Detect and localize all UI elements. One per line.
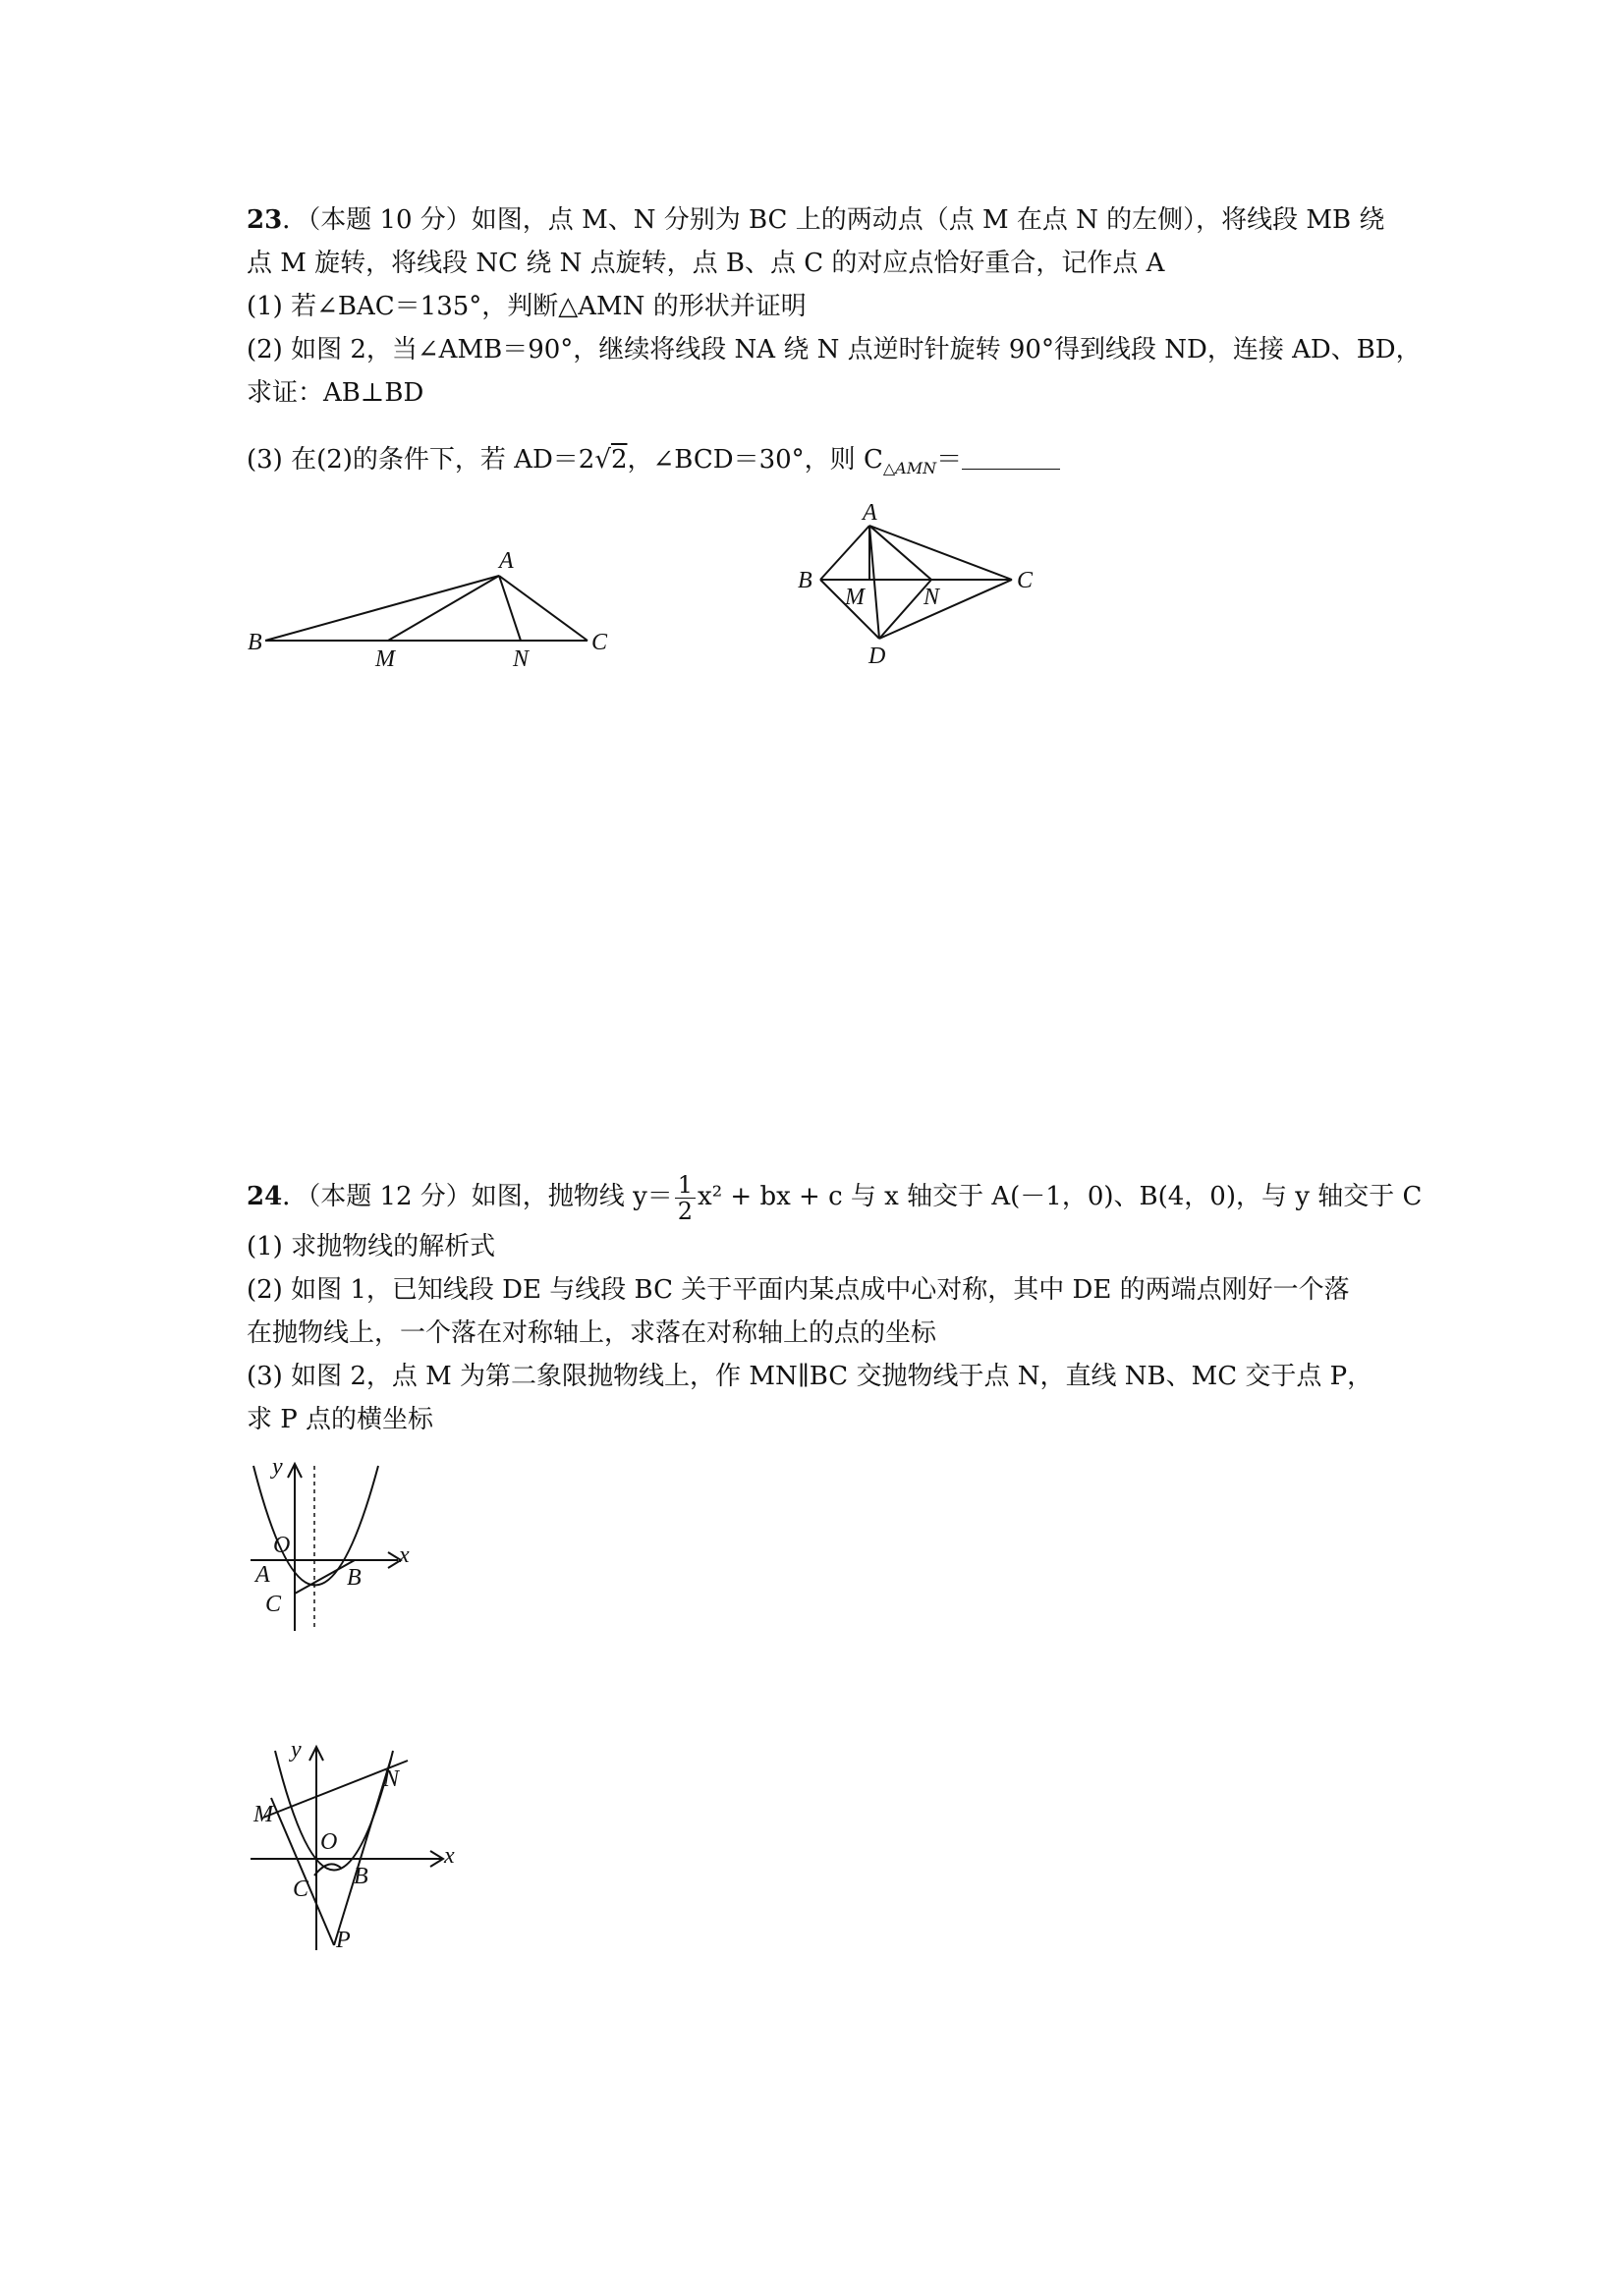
q24-header bbox=[247, 1167, 1422, 1226]
answer-blank[interactable] bbox=[962, 445, 1060, 470]
q23-part1: (1) 若∠BAC＝135°，判断△AMN 的形状并证明 bbox=[247, 292, 807, 321]
fraction-numerator: 1 bbox=[675, 1172, 696, 1199]
segment-ad bbox=[869, 526, 879, 639]
label-a: A bbox=[499, 548, 514, 574]
q23-figure-2 bbox=[786, 496, 1061, 678]
q23-part2: (2) 如图 2，当∠AMB＝90°，继续将线段 NA 绕 N 点逆时针旋转 90°得到线段 ND，连接 AD、BD， bbox=[247, 335, 1422, 364]
label-c: C bbox=[265, 1592, 282, 1617]
q23-part3-sqrt: 2 bbox=[610, 445, 628, 475]
segment-ac bbox=[499, 576, 588, 641]
label-a: A bbox=[255, 1562, 270, 1588]
label-y: y bbox=[272, 1454, 283, 1480]
q24-header-pre: ．（本题 12 分）如图，抛物线 y＝ bbox=[282, 1182, 673, 1211]
q23-part3-mid: ，∠BCD＝30°，则 C bbox=[627, 445, 883, 475]
label-m: M bbox=[253, 1802, 273, 1827]
sqrt-symbol: √ bbox=[594, 445, 611, 475]
q23-part3 bbox=[247, 444, 1060, 484]
q23-part3-post: ＝ bbox=[936, 445, 963, 475]
q23-figure-1 bbox=[236, 540, 629, 678]
label-c: C bbox=[1017, 568, 1034, 593]
segment-ab bbox=[265, 576, 499, 641]
segment-ac bbox=[869, 526, 1012, 580]
label-x: x bbox=[399, 1542, 410, 1568]
label-b: B bbox=[347, 1565, 362, 1591]
q23-header-line2: 点 M 旋转，将线段 NC 绕 N 点旋转，点 B、点 C 的对应点恰好重合，记作点 A bbox=[247, 249, 1165, 278]
q24-part1: (1) 求抛物线的解析式 bbox=[247, 1232, 496, 1261]
label-a: A bbox=[863, 500, 877, 526]
segment-an bbox=[499, 576, 521, 641]
q24-part3: (3) 如图 2，点 M 为第二象限抛物线上，作 MN∥BC 交抛物线于点 N，直线 NB、MC 交于点 P， bbox=[247, 1362, 1373, 1391]
fraction-denominator: 2 bbox=[677, 1197, 694, 1225]
label-n: N bbox=[383, 1766, 400, 1792]
label-m: M bbox=[845, 585, 865, 610]
segment-cb bbox=[295, 1560, 355, 1594]
label-o: O bbox=[273, 1533, 291, 1558]
label-x: x bbox=[444, 1843, 455, 1869]
label-o: O bbox=[320, 1829, 338, 1855]
q23-part3-pre: (3) 在(2)的条件下，若 AD＝2 bbox=[247, 445, 595, 475]
q24-part2-line2: 在抛物线上，一个落在对称轴上，求落在对称轴上的点的坐标 bbox=[247, 1318, 937, 1348]
q24-number: 24 bbox=[247, 1182, 283, 1211]
label-b: B bbox=[354, 1864, 368, 1889]
label-b: B bbox=[248, 630, 262, 655]
label-y: y bbox=[291, 1737, 302, 1763]
q23-header-text: ．（本题 10 分）如图，点 M、N 分别为 BC 上的两动点（点 M 在点 N 的左侧），将线段 MB 绕 bbox=[282, 205, 1385, 235]
label-m: M bbox=[375, 646, 395, 672]
label-n: N bbox=[513, 646, 530, 672]
label-n: N bbox=[923, 585, 940, 610]
q24-figure-1 bbox=[236, 1454, 432, 1641]
q23-part3-sub: △AMN bbox=[882, 459, 937, 477]
q23-header bbox=[247, 204, 1384, 236]
q24-part3-line2: 求 P 点的横坐标 bbox=[247, 1405, 434, 1434]
fraction-half bbox=[675, 1172, 696, 1224]
label-d: D bbox=[868, 644, 886, 669]
segment-dc bbox=[879, 580, 1012, 639]
label-c: C bbox=[293, 1876, 309, 1902]
q23-part2-line2: 求证：AB⊥BD bbox=[247, 378, 424, 408]
label-p: P bbox=[336, 1928, 351, 1953]
segment-an bbox=[869, 526, 931, 580]
q23-number: 23 bbox=[247, 205, 283, 235]
q24-header-post: x² + bx + c 与 x 轴交于 A(－1，0)、B(4，0)，与 y 轴交于 C bbox=[698, 1182, 1423, 1211]
q24-figure-2 bbox=[236, 1739, 462, 1955]
line-mc bbox=[271, 1798, 334, 1945]
segment-am bbox=[388, 576, 499, 641]
label-c: C bbox=[591, 630, 608, 655]
label-b: B bbox=[798, 568, 812, 593]
segment-ab bbox=[820, 526, 869, 580]
q24-part2: (2) 如图 1，已知线段 DE 与线段 BC 关于平面内某点成中心对称，其中 DE 的两端点刚好一个落 bbox=[247, 1275, 1350, 1305]
